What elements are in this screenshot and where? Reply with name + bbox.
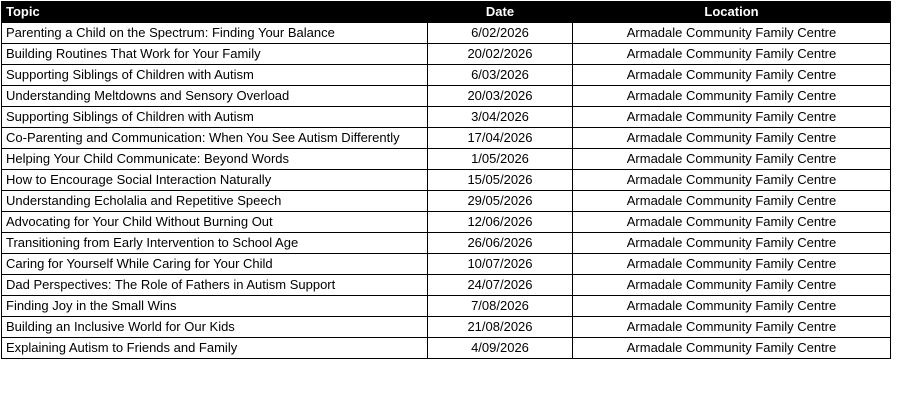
topic-cell: Caring for Yourself While Caring for Your Child [2,254,428,275]
topic-cell: Dad Perspectives: The Role of Fathers in Autism Support [2,275,428,296]
location-cell: Armadale Community Family Centre [573,317,891,338]
date-cell: 3/04/2026 [428,107,573,128]
topic-cell: Explaining Autism to Friends and Family [2,338,428,359]
location-cell: Armadale Community Family Centre [573,212,891,233]
table-header [2,2,891,23]
table-row [2,86,891,107]
table-row [2,191,891,212]
location-cell: Armadale Community Family Centre [573,191,891,212]
location-cell: Armadale Community Family Centre [573,44,891,65]
topic-cell: Helping Your Child Communicate: Beyond Words [2,149,428,170]
location-cell: Armadale Community Family Centre [573,65,891,86]
date-cell: 7/08/2026 [428,296,573,317]
table-row [2,212,891,233]
session-schedule-table [1,1,891,359]
location-cell: Armadale Community Family Centre [573,107,891,128]
topic-cell: Advocating for Your Child Without Burning Out [2,212,428,233]
date-cell: 20/02/2026 [428,44,573,65]
location-cell: Armadale Community Family Centre [573,296,891,317]
table-row [2,23,891,44]
location-cell: Armadale Community Family Centre [573,23,891,44]
table-body [2,23,891,359]
date-cell: 17/04/2026 [428,128,573,149]
topic-cell: Building an Inclusive World for Our Kids [2,317,428,338]
location-cell: Armadale Community Family Centre [573,338,891,359]
table-row [2,338,891,359]
location-cell: Armadale Community Family Centre [573,275,891,296]
topic-cell: Understanding Echolalia and Repetitive Speech [2,191,428,212]
date-cell: 6/02/2026 [428,23,573,44]
topic-cell: Finding Joy in the Small Wins [2,296,428,317]
date-cell: 29/05/2026 [428,191,573,212]
date-cell: 4/09/2026 [428,338,573,359]
topic-cell: How to Encourage Social Interaction Naturally [2,170,428,191]
date-cell: 24/07/2026 [428,275,573,296]
location-cell: Armadale Community Family Centre [573,128,891,149]
topic-cell: Building Routines That Work for Your Family [2,44,428,65]
topic-cell: Transitioning from Early Intervention to School Age [2,233,428,254]
table-row [2,44,891,65]
date-cell: 10/07/2026 [428,254,573,275]
table-row [2,254,891,275]
topic-cell: Co-Parenting and Communication: When You See Autism Differently [2,128,428,149]
location-cell: Armadale Community Family Centre [573,170,891,191]
location-cell: Armadale Community Family Centre [573,233,891,254]
column-header-location: Location [573,2,891,23]
column-header-topic: Topic [2,2,428,23]
column-header-date: Date [428,2,573,23]
topic-cell: Supporting Siblings of Children with Autism [2,107,428,128]
table-row [2,65,891,86]
location-cell: Armadale Community Family Centre [573,149,891,170]
date-cell: 1/05/2026 [428,149,573,170]
date-cell: 20/03/2026 [428,86,573,107]
table-row [2,233,891,254]
date-cell: 21/08/2026 [428,317,573,338]
date-cell: 26/06/2026 [428,233,573,254]
date-cell: 15/05/2026 [428,170,573,191]
topic-cell: Supporting Siblings of Children with Autism [2,65,428,86]
table-row [2,149,891,170]
table-row [2,170,891,191]
location-cell: Armadale Community Family Centre [573,254,891,275]
date-cell: 6/03/2026 [428,65,573,86]
table-row [2,128,891,149]
header-row [2,2,891,23]
table-row [2,275,891,296]
topic-cell: Parenting a Child on the Spectrum: Finding Your Balance [2,23,428,44]
table-row [2,296,891,317]
location-cell: Armadale Community Family Centre [573,86,891,107]
table-row [2,317,891,338]
date-cell: 12/06/2026 [428,212,573,233]
topic-cell: Understanding Meltdowns and Sensory Overload [2,86,428,107]
table-row [2,107,891,128]
